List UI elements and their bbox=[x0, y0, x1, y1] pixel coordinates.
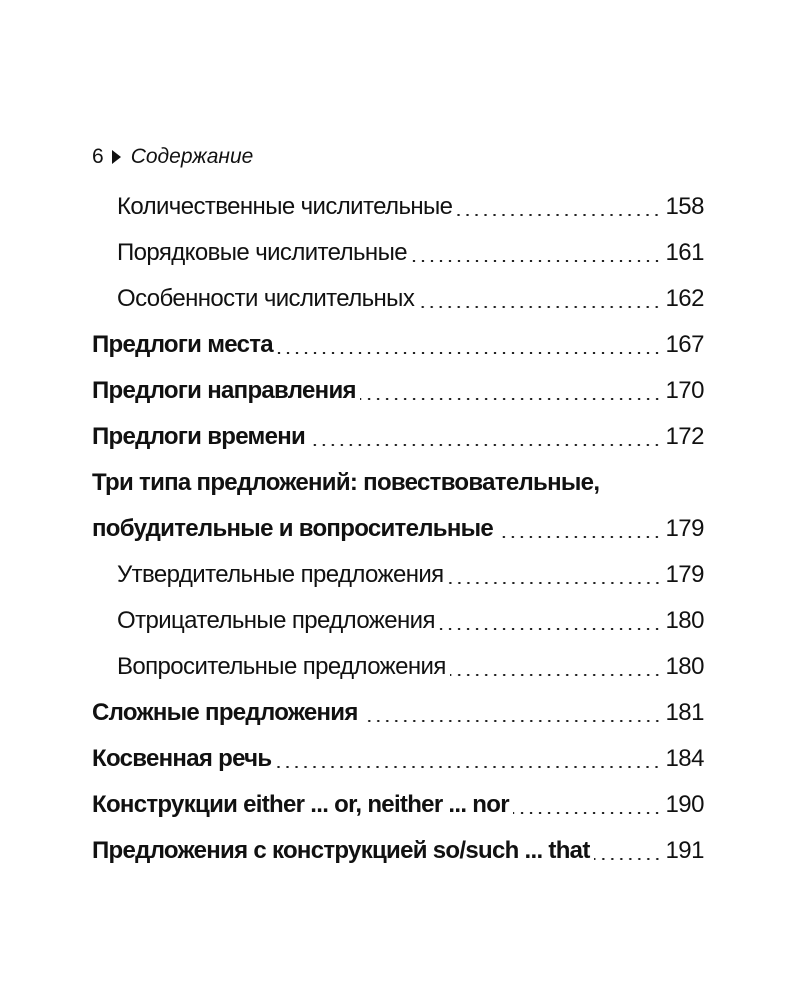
toc-entry-title: Утвердительные предложения bbox=[117, 561, 444, 588]
dot-leader bbox=[450, 674, 662, 676]
dot-leader bbox=[448, 582, 662, 584]
toc-entry bbox=[92, 506, 704, 552]
dot-leader bbox=[362, 720, 662, 722]
toc-entry-page: 179 bbox=[665, 515, 704, 542]
toc-entry-page: 180 bbox=[665, 653, 704, 680]
toc-entry-page: 170 bbox=[665, 377, 704, 404]
dot-leader bbox=[277, 352, 662, 354]
dot-leader bbox=[497, 536, 661, 538]
toc-entry bbox=[92, 828, 704, 874]
toc-entry-page: 190 bbox=[665, 791, 704, 818]
page-number: 6 bbox=[92, 145, 104, 168]
toc-entry bbox=[92, 276, 704, 322]
toc-entry bbox=[92, 368, 704, 414]
dot-leader bbox=[309, 444, 661, 446]
toc-entry-title: Отрицательные предложения bbox=[117, 607, 435, 634]
toc-entry-title: побудительные и вопросительные bbox=[92, 515, 494, 542]
toc-entry-title: Количественные числительные bbox=[117, 193, 453, 220]
toc-entry-page: 184 bbox=[665, 745, 704, 772]
dot-leader bbox=[411, 260, 661, 262]
dot-leader bbox=[594, 858, 662, 860]
dot-leader bbox=[456, 214, 661, 216]
toc-entry-page: 181 bbox=[665, 699, 704, 726]
toc-entry-page: 172 bbox=[665, 423, 704, 450]
dot-leader bbox=[439, 628, 662, 630]
toc-entry bbox=[92, 690, 704, 736]
toc-entry bbox=[92, 644, 704, 690]
dot-leader bbox=[418, 306, 661, 308]
dot-leader bbox=[275, 766, 661, 768]
triangle-right-icon bbox=[112, 150, 121, 164]
dot-leader bbox=[360, 398, 662, 400]
toc-entry-title: Предлоги времени bbox=[92, 423, 306, 450]
toc-entry-page: 161 bbox=[665, 239, 704, 266]
toc-entry-title: Три типа предложений: повествовательные, bbox=[92, 469, 600, 496]
toc-entry-page: 167 bbox=[665, 331, 704, 358]
toc-entry bbox=[92, 552, 704, 598]
toc-entry-title: Предлоги направления bbox=[92, 377, 356, 404]
toc-entry bbox=[92, 736, 704, 782]
running-head bbox=[92, 142, 253, 172]
table-of-contents bbox=[92, 184, 704, 874]
toc-entry bbox=[92, 184, 704, 230]
toc-entry-page: 191 bbox=[665, 837, 704, 864]
toc-entry bbox=[92, 598, 704, 644]
toc-entry-title: Особенности числительных bbox=[117, 285, 415, 312]
toc-entry-title: Сложные предложения bbox=[92, 699, 358, 726]
toc-entry bbox=[92, 322, 704, 368]
toc-entry-page: 158 bbox=[665, 193, 704, 220]
toc-entry bbox=[92, 414, 704, 460]
toc-entry bbox=[92, 782, 704, 828]
toc-entry bbox=[92, 460, 704, 506]
toc-entry-page: 162 bbox=[665, 285, 704, 312]
toc-entry-title: Предлоги места bbox=[92, 331, 273, 358]
section-title: Содержание bbox=[130, 145, 254, 168]
toc-entry-page: 179 bbox=[665, 561, 704, 588]
toc-entry-title: Порядковые числительные bbox=[117, 239, 407, 266]
toc-entry-title: Предложения с конструкцией so/such ... that bbox=[92, 837, 590, 864]
dot-leader bbox=[513, 812, 662, 814]
toc-entry bbox=[92, 230, 704, 276]
toc-entry-title: Косвенная речь bbox=[92, 745, 272, 772]
toc-entry-title: Вопросительные предложения bbox=[117, 653, 446, 680]
toc-entry-page: 180 bbox=[665, 607, 704, 634]
toc-entry-title: Конструкции either ... or, neither ... nor bbox=[92, 791, 509, 818]
